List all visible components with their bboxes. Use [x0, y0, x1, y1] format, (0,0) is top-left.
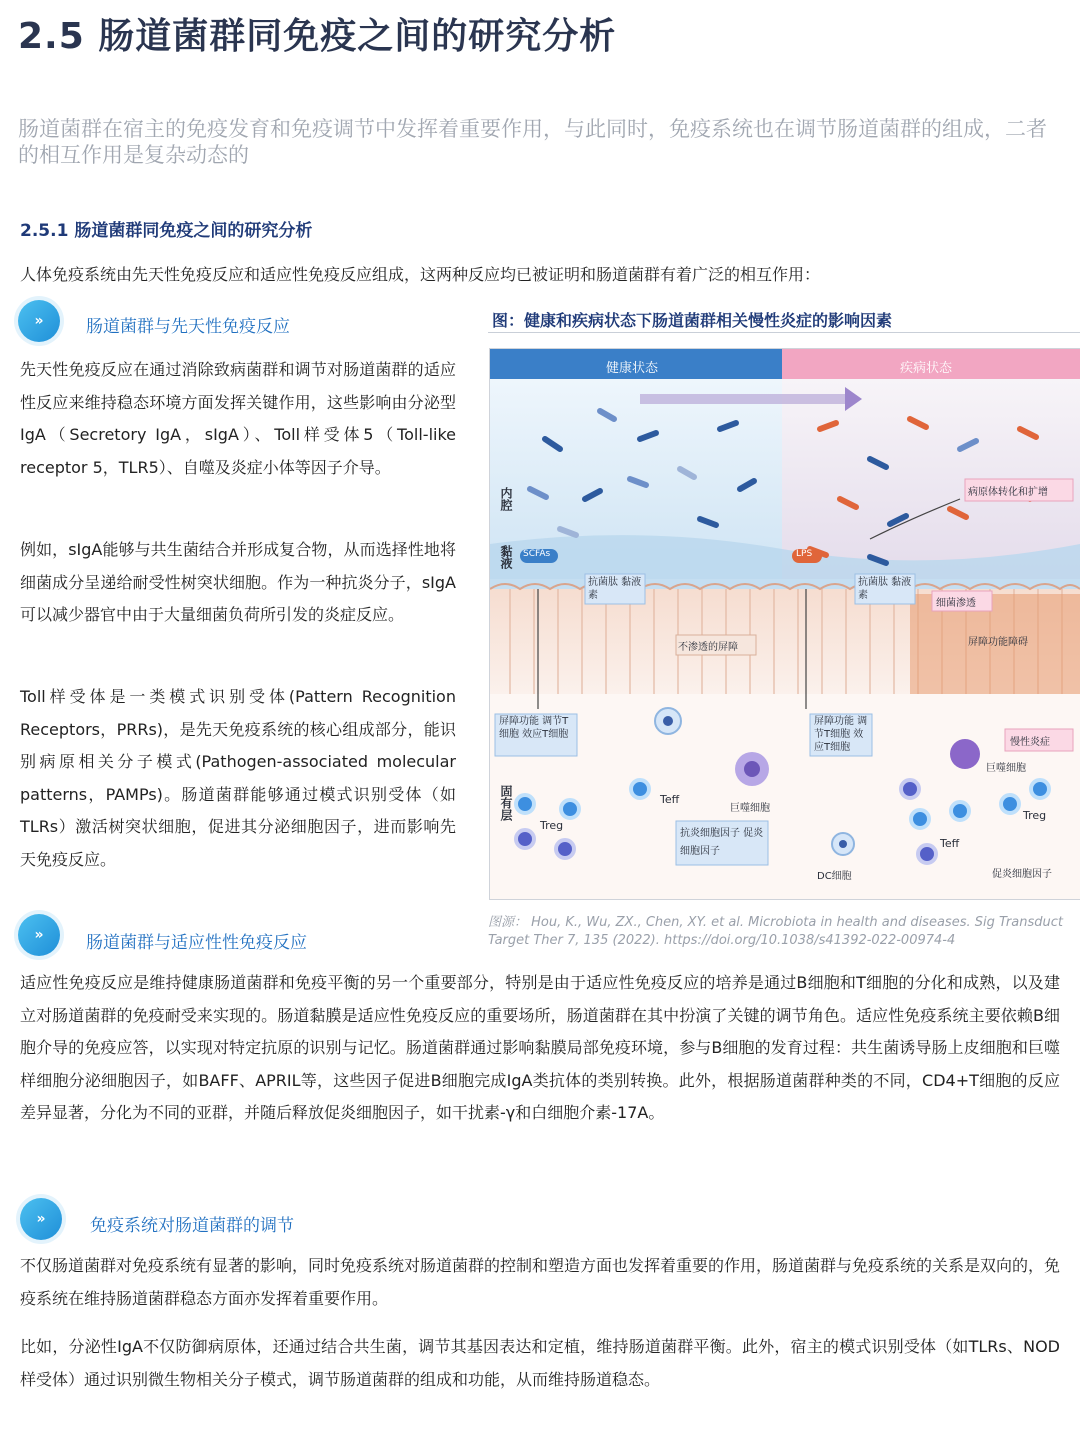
- figure-healthy-label: 健康状态: [606, 361, 659, 376]
- innate-paragraph-2: 例如，sIgA能够与共生菌结合并形成复合物，从而选择性地将细菌成分呈递给耐受性树突状细胞。作为一种抗炎分子，sIgA可以减少器官中由于大量细菌负荷所引发的炎症反应。: [20, 540, 456, 624]
- figure-impermeable-label: 不渗透的屏障: [678, 642, 738, 653]
- figure-illustration: [490, 349, 1080, 899]
- figure-title-divider: [488, 332, 1080, 333]
- regulation-section-title: 免疫系统对肠道菌群的调节: [90, 1216, 294, 1236]
- figure-chronic-label: 慢性炎症: [1010, 737, 1050, 748]
- innate-paragraph-1: 先天性免疫反应在通过消除致病菌群和调节对肠道菌群的适应性反应来维持稳态环境方面发挥关键作用，这些影响由分泌型IgA（Secretory IgA，sIgA）、Toll样受体5（Toll-like receptor 5，TLR5）、自噬及炎症小体等因子介导。: [20, 360, 456, 477]
- figure-treg-left: Treg: [540, 819, 564, 832]
- figure-teff-left: Teff: [660, 793, 680, 806]
- figure-leak-label: 细菌渗透: [936, 598, 976, 609]
- adaptive-section-title: 肠道菌群与适应性性免疫反应: [86, 933, 307, 953]
- figure-amp-left: 抗菌肽 黏液素: [588, 577, 642, 601]
- figure-lps-label: LPS: [796, 549, 813, 559]
- regulation-paragraph-2: 比如，分泌性IgA不仅防御病原体，还通过结合共生菌，调节其基因表达和定植，维持肠道菌群平衡。此外，宿主的模式识别受体（如TLRs、NOD样受体）通过识别微生物相关分子模式，调节肠道菌群的组成和功能，从而维持肠道稳态。: [20, 1337, 1060, 1389]
- figure-amp-right: 抗菌肽 黏液素: [858, 577, 912, 601]
- figure-proinflammatory-right: 促炎细胞因子: [992, 869, 1052, 880]
- page-title: 2.5 肠道菌群同免疫之间的研究分析: [18, 16, 617, 57]
- figure-macrophage-left: 巨噬细胞: [730, 803, 770, 814]
- figure-disease-label: 疾病状态: [900, 361, 953, 376]
- gut-immunity-figure: [489, 348, 1080, 900]
- figure-left-list: 屏障功能 调节T细胞 效应T细胞: [499, 716, 569, 740]
- figure-right-list: 屏障功能 调节T细胞 效应T细胞: [814, 716, 868, 753]
- page-subtitle: 肠道菌群在宿主的免疫发育和免疫调节中发挥着重要作用，与此同时，免疫系统也在调节肠道菌群的组成，二者的相互作用是复杂动态的: [18, 117, 1047, 167]
- section-heading: 2.5.1 肠道菌群同免疫之间的研究分析: [20, 221, 313, 241]
- double-chevron-right-icon: »: [18, 914, 60, 956]
- double-chevron-right-icon: »: [20, 1198, 62, 1240]
- figure-barrier-dys-label: 屏障功能障碍: [968, 637, 1028, 648]
- adaptive-paragraph: 适应性免疫反应是维持健康肠道菌群和免疫平衡的另一个重要部分，特别是由于适应性免疫反应的培养是通过B细胞和T细胞的分化和成熟，以及建立对肠道菌群的免疫耐受来实现的。肠道黏膜是适应性免疫反应的重要场所，肠道菌群在其中扮演了关键的调节角色。适应性免疫系统主要依赖B细胞介导的免疫应答，以实现对特定抗原的识别与记忆。肠道菌群通过影响黏膜局部免疫环境，参与B细胞的发育过程：共生菌诱导肠上皮细胞和巨噬样细胞分泌细胞因子，如BAFF、APRIL等，这些因子促进B细胞完成IgA类抗体的类别转换。此外，根据肠道菌群种类的不同，CD4+T细胞的反应差异显著，分化为不同的亚群，并随后释放促炎细胞因子，如干扰素-γ和白细胞介素-17A。: [20, 973, 1060, 1122]
- figure-lumen-label: 内腔: [499, 487, 513, 511]
- innate-paragraph-3: Toll样受体是一类模式识别受体(Pattern Recognition Receptors，PRRs)，是先天免疫系统的核心组成部分，能识别病原相关分子模式(Pathogen-associated molecular patterns，PAMPs)。肠道菌群能够通过模式识别受体（如TLRs）激活树突状细胞，促进其分泌细胞因子，进而影响先天免疫反应。: [20, 687, 456, 869]
- innate-section-title: 肠道菌群与先天性免疫反应: [86, 317, 290, 337]
- figure-dc-label: DC细胞: [817, 871, 852, 882]
- figure-lamina-label: 固有层: [499, 785, 513, 821]
- double-chevron-right-icon: »: [18, 300, 60, 342]
- figure-teff-right: Teff: [940, 837, 960, 850]
- figure-caption: 图源： Hou, K., Wu, ZX., Chen, XY. et al. Microbiota in health and diseases. Sig Transduct Target Ther 7, 135 (2022). https://doi.org/10.1038/s41392-022-00974-4: [488, 915, 1063, 948]
- section-intro: 人体免疫系统由先天性免疫反应和适应性免疫反应组成，这两种反应均已被证明和肠道菌群有着广泛的相互作用：: [20, 265, 821, 284]
- figure-pathogen-label: 病原体转化和扩增: [968, 487, 1048, 498]
- figure-cytokines-left: 抗炎细胞因子 促炎细胞因子: [680, 828, 764, 857]
- figure-mucus-label: 黏液: [499, 545, 513, 569]
- figure-macrophage-right: 巨噬细胞: [986, 763, 1026, 774]
- figure-scfas-label: SCFAs: [523, 549, 551, 559]
- figure-treg-right: Treg: [1023, 809, 1047, 822]
- regulation-paragraph-1: 不仅肠道菌群对免疫系统有显著的影响，同时免疫系统对肠道菌群的控制和塑造方面也发挥着重要的作用，肠道菌群与免疫系统的关系是双向的，免疫系统在维持肠道菌群稳态方面亦发挥着重要作用。: [20, 1256, 1061, 1308]
- figure-title: 图：健康和疾病状态下肠道菌群相关慢性炎症的影响因素: [492, 311, 893, 330]
